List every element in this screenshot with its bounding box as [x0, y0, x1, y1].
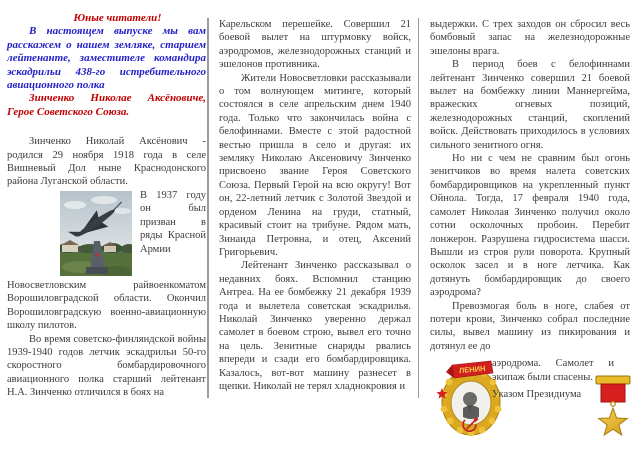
left-column [7, 12, 206, 400]
paragraph: Во время советско-финляндской войны 1939-1940 годов летчик эскадрильи 50-го скоростного бомбардировочного авиационного полка старший лейтенант Н.А. Зинченко отличился в боях на [7, 333, 206, 399]
right-column [430, 18, 630, 442]
paragraph: аэродрома. Самолет и экипаж были спасены. [492, 358, 614, 383]
lenin-medal-label: ЛЕНИН [458, 363, 486, 376]
paragraph: Карельском перешейке. Совершил 21 боевой вылет на штурмовку войск, аэродромов, железнодорожных станций и эшелонов противника. [219, 19, 411, 71]
subject-name-text: Зинченко Николае Аксёновиче, Герое Советского Союза. [7, 92, 206, 118]
paragraph: Жители Новосветловки рассказывали о том волнующем митинге, который состоялся в селе апрельским днем 1940 года. Только что закончилась война с белофиннами. Вместе с этой радостной вестью пришла в село и другая: их земляку Николаю Аксеновичу Зинченко присвоено звание Героя Советского Союза. Первый Герой на всю округу! Вот он, 22-летний летчик с Золотой Звездой и орденом Ленина на груди, статный, красивый стоит на трибуне. Рядом мать, Зинаида Петровна, и отец, Аксений Григорьевич. [219, 72, 411, 258]
paragraph: Зинченко Николай Аксёнович - родился 29 ноября 1918 года в селе Вишневый Дол ныне Краснодонского района Луганской области. [7, 136, 206, 188]
gold-star-medal [593, 375, 633, 441]
paragraph: Превозмогая боль в ноге, слабея от потери крови, Зинченко собрал последние силы, вывел машину из пикирования и дотянул ее до [430, 300, 630, 352]
page-title: Юные читатели! [73, 12, 162, 24]
left-column-body [7, 135, 206, 399]
monument-airplane-image [60, 191, 132, 276]
paragraph-text: В 1937 году он был призван в ряды Красной Армии Новосветловским райвоенкоматом Ворошиловградской области. Окончил Ворошиловградскую военно-авиационную школу пилотов. [7, 189, 206, 332]
paragraph: Указом Президиума [492, 388, 582, 400]
paragraph: выдержки. С трех заходов он сбросил весь бомбовый запас на железнодорожные эшелоны врага. [430, 19, 630, 57]
column-divider [418, 18, 420, 398]
middle-column [219, 18, 411, 393]
paragraph [7, 189, 206, 333]
paragraph: В период боев с белофиннами лейтенант Зинченко совершил 21 боевой вылет на бомбежку линии Маннергейма, вражеских огневых позиций, железнодорожных станций, скоплений войск. Действовать приходилось в условиях сильного зенитного огня. [430, 59, 630, 151]
paragraph: Но ни с чем не сравним был огонь зенитчиков во время налета советских бомбардировщиков на укрепленный пункт Ойнола. Тогда, 17 февраля 1940 года, самолет Николая Зинченко получил около сотни осколочных пробоин. Перебит лонжерон. Разрушена гидросистема шасси. Вышли из строя рули поворота. Крупный осколок засел и в ноге летчика. Как дотянуть бомбардировщик до своего аэродрома? [430, 153, 630, 299]
monument-airplane-photo [60, 191, 132, 276]
medals-section [430, 355, 630, 442]
paragraph: Лейтенант Зинченко рассказывал о недавних боях. Вспомнил станцию Антреа. На ее бомбежку 21 декабря 1939 года и вылетела советская эскадрилья. Николай Зинченко уверенно держал самолет в боевом строю, вывел его точно на цель. Зенитные снаряды рвались впереди и сзади его бомбардировщика. Казалось, вот-вот машину разнесет в щепки. Николай не терял хладнокровия и [219, 260, 411, 392]
column-divider [207, 18, 209, 398]
intro-text: В настоящем выпуске мы вам расскажем о нашем земляке, старшем лейтенанте, заместителе командира эскадрильи 438-го истребительного авиационного полка [7, 25, 206, 92]
